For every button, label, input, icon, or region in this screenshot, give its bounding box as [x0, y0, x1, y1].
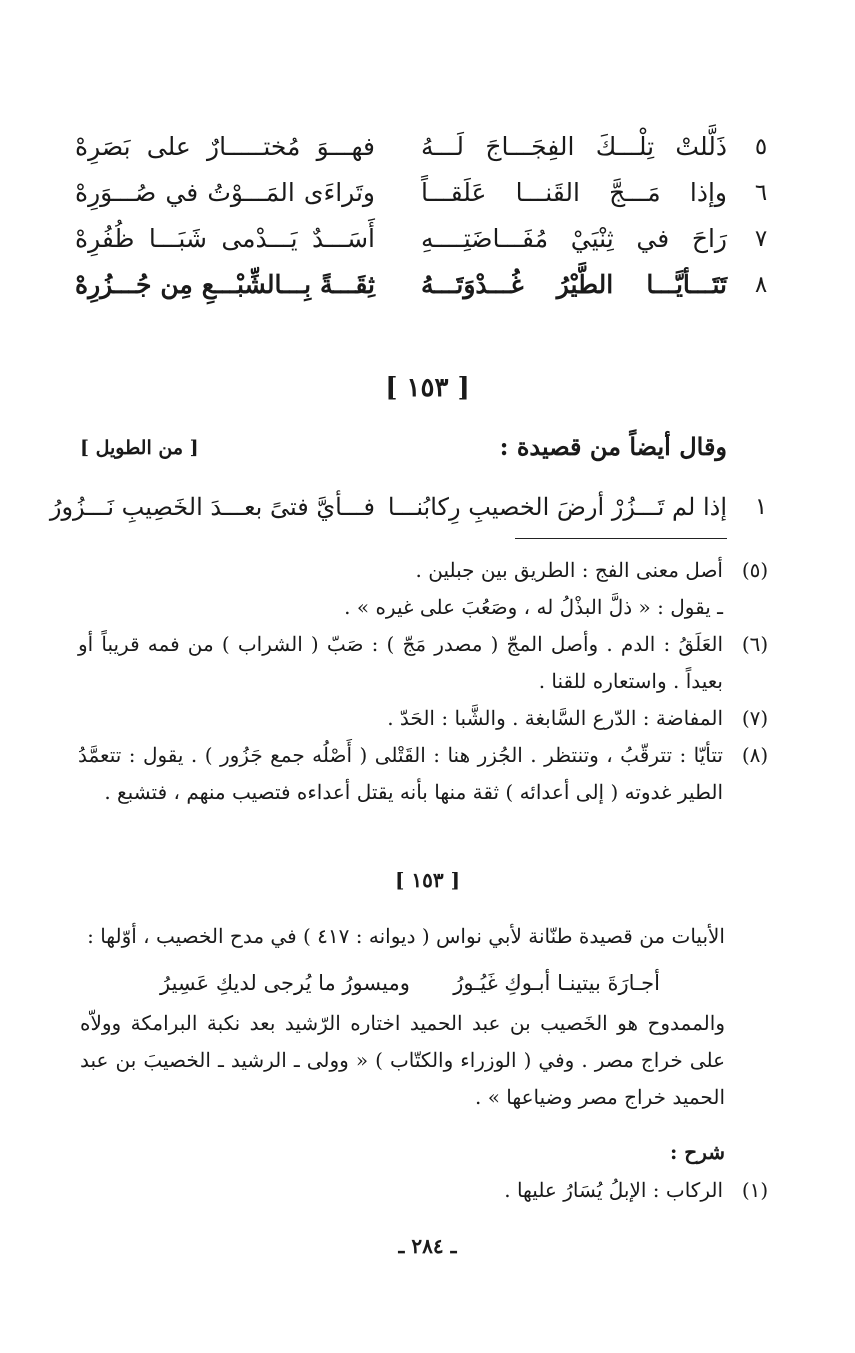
- sharh-heading: شرح :: [669, 1140, 725, 1164]
- commentary-number: [ ١٥٣ ]: [394, 868, 461, 892]
- poem-meter: [ من الطويل ]: [80, 437, 199, 459]
- verse-number: ٧: [754, 226, 768, 252]
- footnote-number: (٥): [741, 558, 769, 582]
- verse-first-hemistich: أجـارَةَ بيتينـا أبـوكِ غَيُـورُ: [453, 971, 660, 995]
- footnote-number: (٨): [741, 743, 769, 767]
- verse-first-hemistich: تَتَـــأيَّـــا الطَّيْرُ غُـــدْوَتَـــهُ: [421, 270, 727, 299]
- verse-7: [0, 216, 855, 262]
- verse-first-hemistich: ذَلَّلتْ تِلْـــكَ الفِجَـــاجَ لَـــهُ: [421, 132, 727, 161]
- verse-second-hemistich: أَسَـــدٌ يَـــدْمى شَبَـــا ظُفُرِهْ: [75, 224, 375, 253]
- footnote-line: ـ يقول : « ذلَّ البذْلُ له ، وصَعُبَ على غيره » .: [344, 595, 723, 619]
- footnote-line: تتأيّا : تترقّبُ ، وتنتظر . الجُزر هنا : القَتْلى ( أَصْلُه جمع جَزُور ) . يقول : تتعمَّدُ الطير غدوته ( إلى أعدائه ) ثقة منها بأنه يقتل أعداءه فتصيب منهم ، فتشبع .: [78, 743, 723, 804]
- verse-6: [0, 170, 855, 216]
- verse-second-hemistich: وميسورُ ما يُرجى لديكِ عَسِيرُ: [160, 971, 410, 995]
- commentary-intro: الأبيات من قصيدة طنّانة لأبي نواس ( ديوانه : ٤١٧ ) في مدح الخصيب ، أوّلها :: [87, 924, 725, 948]
- footnote-number: (٧): [741, 706, 769, 730]
- footnote-line: العَلَقُ : الدم . وأصل المجّ ( مصدر مَجّ ) : صَبّ ( الشراب ) من فمه قريباً أو بعيداً . واستعاره للقنا .: [78, 632, 723, 693]
- verse-number: ١: [754, 494, 768, 520]
- verse-number: ٥: [754, 134, 768, 160]
- verse-second-hemistich: فهـــوَ مُختـــــارٌ على بَصَرِهْ: [75, 132, 375, 161]
- page-number: ـ ٢٨٤ ـ: [398, 1234, 457, 1258]
- verse-first-hemistich: رَاحَ في ثِنْيَيْ مُفَـــاضَتِــــهِ: [421, 224, 727, 253]
- footnotes: [78, 552, 775, 811]
- verse-number: ٨: [754, 272, 768, 298]
- verse-second-hemistich: فـــأيَّ فتىً بعـــدَ الخَصِيبِ نَـــزُورُ: [49, 493, 375, 521]
- footnote: [78, 552, 775, 626]
- verse-first-hemistich: إذا لم تَـــزُرْ أرضَ الخصيبِ رِكابُنـــا: [387, 493, 727, 521]
- footnote-divider: [515, 538, 727, 539]
- verse-5: [0, 124, 855, 170]
- footnote-line: أصل معنى الفج : الطريق بين جبلين .: [415, 558, 723, 582]
- footnote: [78, 700, 775, 737]
- poem-intro: وقال أيضاً من قصيدة :: [499, 432, 727, 461]
- poem-verse-1: [0, 484, 855, 530]
- footnote-line: الركاب : الإبلُ يُسَارُ عليها .: [504, 1178, 723, 1202]
- sharh-note: [78, 1172, 775, 1208]
- footnote: [78, 626, 775, 700]
- footnote-line: المفاضة : الدّرع السَّابغة . والشَّبا : الحَدّ .: [387, 706, 723, 730]
- verse-second-hemistich: وتَراءَى المَـــوْتُ في صُـــوَرِهْ: [75, 178, 375, 207]
- verse-number: ٦: [754, 180, 768, 206]
- poem-number: [ ١٥٣ ]: [385, 373, 470, 403]
- commentary-paragraph: والممدوح هو الخَصيب بن عبد الحميد اختاره الرّشيد بعد نكبة البرامكة وولاّه على خراج مصر . وفي ( الوزراء والكتّاب ) « وولى ـ الرشيد ـ الخصيبَ بن عبد الحميد خراج مصر وضياعها » .: [80, 1011, 725, 1109]
- footnote-number: (١): [741, 1178, 769, 1202]
- footnote: [78, 737, 775, 811]
- footnote-number: (٦): [741, 632, 769, 656]
- verse-first-hemistich: وإذا مَـــجَّ القَنـــا عَلَقـــاً: [421, 178, 727, 207]
- verse-8: [0, 262, 855, 308]
- verse-second-hemistich: ثِقَـــةً بِـــالشِّبْـــعِ مِن جُـــزُرِهْ: [75, 270, 375, 299]
